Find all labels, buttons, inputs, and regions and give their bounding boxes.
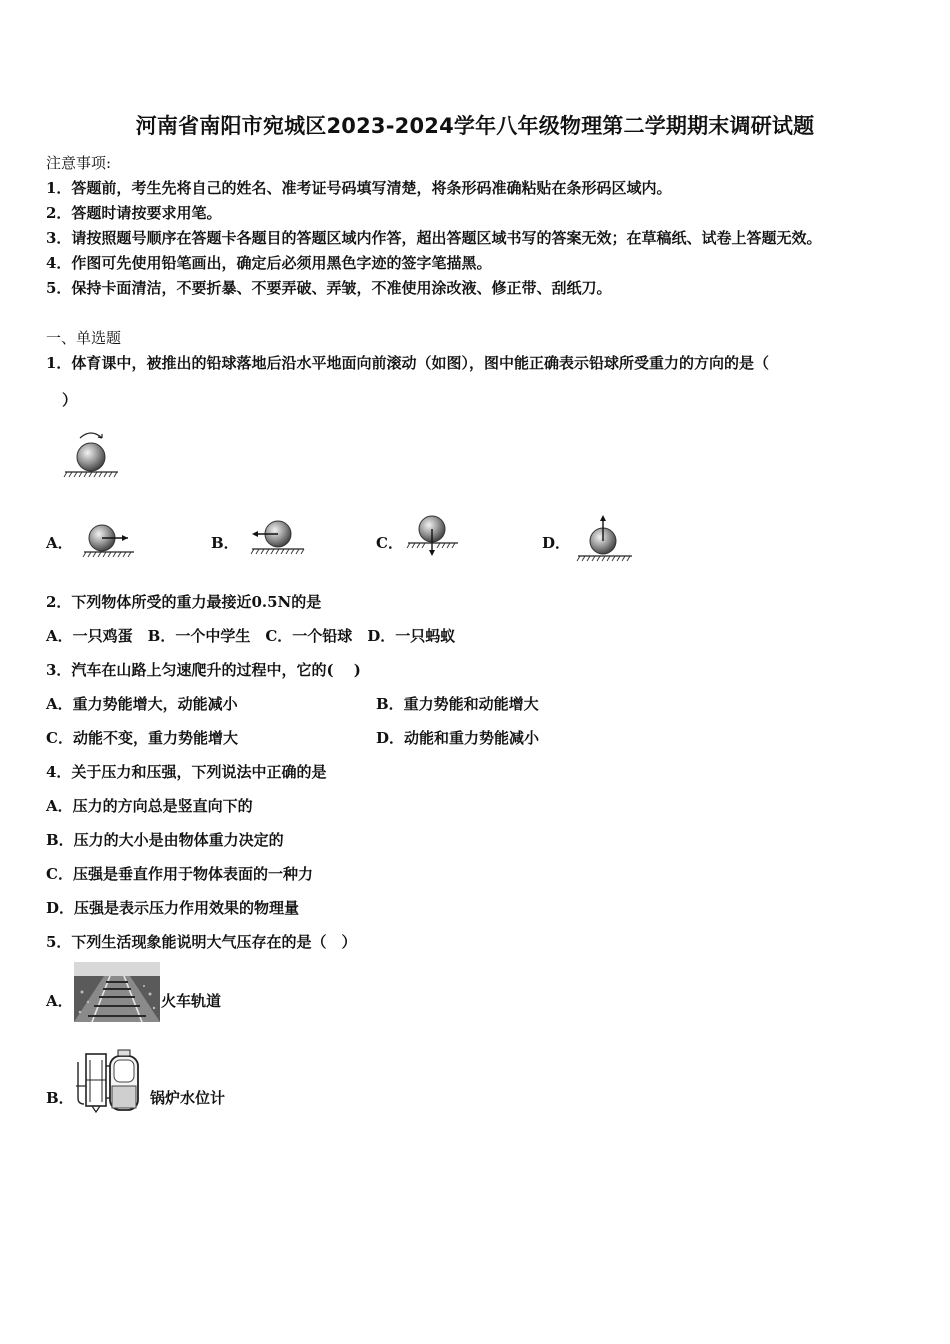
rolling-ball-figure <box>62 428 122 480</box>
q1-option-b-label[interactable]: B． <box>211 534 239 552</box>
notice-item-3: 3．请按照题号顺序在答题卡各题目的答题区域内作答，超出答题区域书写的答案无效；在草稿纸、试卷上答题无效。 <box>46 229 822 247</box>
notice-item-4: 4．作图可先使用铅笔画出，确定后必须用黑色字迹的签字笔描黑。 <box>46 254 492 272</box>
q4-stem: 4．关于压力和压强，下列说法中正确的是 <box>46 763 327 781</box>
q3-option-b[interactable]: B．重力势能和动能增大 <box>376 695 539 713</box>
q1-option-a-figure[interactable] <box>80 518 140 562</box>
q1-option-b-figure[interactable] <box>246 514 308 562</box>
q1-stem-end: ） <box>62 391 78 409</box>
q3-option-a[interactable]: A．重力势能增大，动能减小 <box>46 695 238 713</box>
page-title: 河南省南阳市宛城区2023-2024学年八年级物理第二学期期末调研试题 <box>135 114 815 138</box>
q3-option-c[interactable]: C．动能不变，重力势能增大 <box>46 729 238 747</box>
section-heading: 一、单选题 <box>46 329 122 347</box>
q5-option-b-caption: 锅炉水位计 <box>150 1089 226 1107</box>
q4-option-b[interactable]: B．压力的大小是由物体重力决定的 <box>46 831 284 849</box>
q1-option-a-label[interactable]: A． <box>46 534 73 552</box>
notice-item-5: 5．保持卡面清洁，不要折暴、不要弄破、弄皱，不准使用涂改液、修正带、刮纸刀。 <box>46 279 612 297</box>
q4-option-c[interactable]: C．压强是垂直作用于物体表面的一种力 <box>46 865 313 883</box>
q1-option-d-figure[interactable] <box>574 510 636 566</box>
q1-option-d-label[interactable]: D． <box>542 534 571 552</box>
q5-stem: 5．下列生活现象能说明大气压存在的是（ ） <box>46 933 357 951</box>
railway-track-image[interactable] <box>74 962 160 1022</box>
q5-option-a-caption: 火车轨道 <box>161 992 222 1010</box>
notice-item-1: 1．答题前，考生先将自己的姓名、准考证号码填写清楚，将条形码准确粘贴在条形码区域内。 <box>46 179 672 197</box>
q5-option-a-label[interactable]: A． <box>46 992 73 1010</box>
q4-option-a[interactable]: A．压力的方向总是竖直向下的 <box>46 797 253 815</box>
q3-stem: 3．汽车在山路上匀速爬升的过程中，它的( ) <box>46 661 361 679</box>
notice-heading: 注意事项: <box>46 154 112 172</box>
q2-stem: 2．下列物体所受的重力最接近0.5N的是 <box>46 593 322 611</box>
boiler-gauge-image[interactable] <box>72 1046 148 1118</box>
q2-options[interactable]: A．一只鸡蛋 B．一个中学生 C．一个铅球 D．一只蚂蚁 <box>46 627 456 645</box>
q1-option-c-label[interactable]: C． <box>376 534 403 552</box>
q4-option-d[interactable]: D．压强是表示压力作用效果的物理量 <box>46 899 300 917</box>
q1-option-c-figure[interactable] <box>404 510 464 562</box>
q3-option-d[interactable]: D．动能和重力势能减小 <box>376 729 540 747</box>
notice-item-2: 2．答题时请按要求用笔。 <box>46 204 222 222</box>
q5-option-b-label[interactable]: B． <box>46 1089 74 1107</box>
q1-stem: 1．体育课中，被推出的铅球落地后沿水平地面向前滚动（如图），图中能正确表示铅球所受重力的方向的是（ <box>46 354 769 372</box>
